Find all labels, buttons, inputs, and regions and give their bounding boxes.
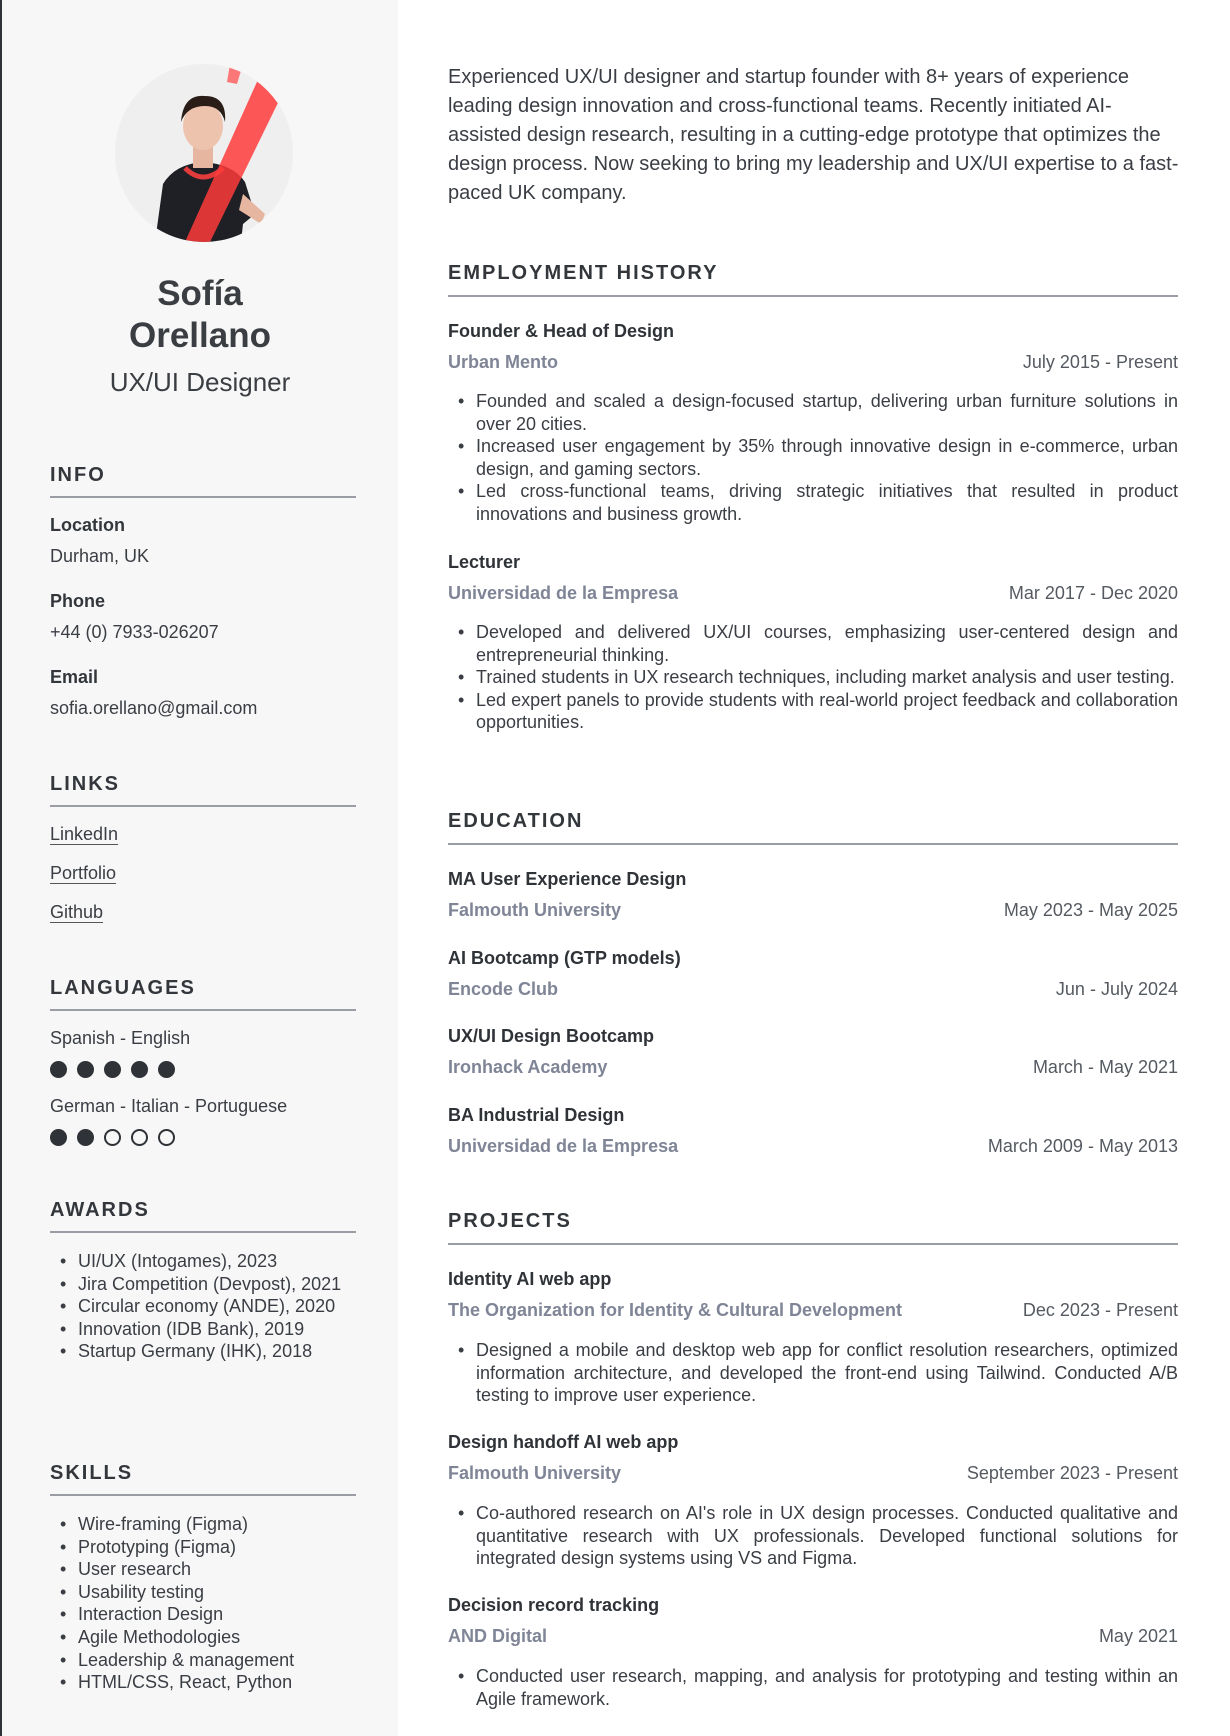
- list-item: • Led expert panels to provide students with real-world project feedback and collaboration opportunities.: [448, 689, 1178, 734]
- project-title: Identity AI web app: [448, 1269, 612, 1289]
- level-dot-empty: [131, 1129, 148, 1146]
- location-value: Durham, UK: [50, 546, 150, 566]
- degree-date: March 2009 - May 2013: [987, 1136, 1178, 1156]
- project-bullets: [448, 1665, 1178, 1710]
- email-label: Email: [50, 667, 99, 687]
- list-item: • Prototyping (Figma): [50, 1536, 370, 1559]
- list-item: • Leadership & management: [50, 1649, 370, 1672]
- level-dot-filled: [104, 1061, 121, 1078]
- degree-date: Jun - July 2024: [1055, 979, 1178, 999]
- project-date: May 2021: [1098, 1626, 1178, 1646]
- job-organization: Urban Mento: [448, 352, 558, 372]
- project-organization: Falmouth University: [448, 1463, 622, 1483]
- github-link[interactable]: Github: [50, 902, 104, 922]
- level-dot-filled: [50, 1129, 67, 1146]
- list-item: • Interaction Design: [50, 1603, 370, 1626]
- email-value[interactable]: sofia.orellano@gmail.com: [50, 698, 258, 718]
- level-dot-empty: [104, 1129, 121, 1146]
- job-bullets: [448, 621, 1178, 734]
- list-item: • Increased user engagement by 35% through innovative design in e-commerce, urban design, and gaming sectors.: [448, 435, 1178, 480]
- list-item: • Circular economy (ANDE), 2020: [50, 1295, 350, 1318]
- project-bullets: [448, 1339, 1178, 1407]
- list-item: • Agile Methodologies: [50, 1626, 370, 1649]
- list-item: • UI/UX (Intogames), 2023: [50, 1250, 350, 1273]
- profile-summary: Experienced UX/UI designer and startup founder with 8+ years of experience leading design innovation and cross-functional teams. Recently initiated AI-assisted design research, resulting in a cutting-edge prototype that optimizes the design process. Now seeking to bring my leadership and UX/UI expertise to a fast-paced UK company.: [448, 66, 1179, 204]
- language-level-dots: [50, 1129, 175, 1146]
- school-name: Falmouth University: [448, 900, 622, 920]
- list-item: • HTML/CSS, React, Python: [50, 1671, 370, 1694]
- project-bullets: [448, 1502, 1178, 1570]
- level-dot-filled: [77, 1129, 94, 1146]
- list-item: • Trained students in UX research techniques, including market analysis and user testing.: [448, 666, 1178, 689]
- level-dot-filled: [131, 1061, 148, 1078]
- level-dot-filled: [77, 1061, 94, 1078]
- list-item: • Usability testing: [50, 1581, 370, 1604]
- list-item: • Founded and scaled a design-focused startup, delivering urban furniture solutions in over 20 cities.: [448, 390, 1178, 435]
- education-heading: EDUCATION: [448, 810, 1178, 845]
- language-level-dots: [50, 1061, 175, 1078]
- job-organization: Universidad de la Empresa: [448, 583, 679, 603]
- level-dot-filled: [158, 1061, 175, 1078]
- list-item: • User research: [50, 1558, 370, 1581]
- degree-title: MA User Experience Design: [448, 869, 687, 889]
- phone-value: +44 (0) 7933-026207: [50, 622, 219, 642]
- school-name: Universidad de la Empresa: [448, 1136, 679, 1156]
- profile-photo: [115, 64, 293, 242]
- employment-heading: EMPLOYMENT HISTORY: [448, 262, 1178, 297]
- language-name: German - Italian - Portuguese: [50, 1096, 288, 1116]
- level-dot-filled: [50, 1061, 67, 1078]
- project-date: September 2023 - Present: [966, 1463, 1178, 1483]
- portfolio-link[interactable]: Portfolio: [50, 863, 117, 883]
- list-item: • Led cross-functional teams, driving strategic initiatives that resulted in product innovations and business growth.: [448, 480, 1178, 525]
- language-name: Spanish - English: [50, 1028, 191, 1048]
- links-heading: LINKS: [50, 773, 356, 807]
- degree-title: BA Industrial Design: [448, 1105, 625, 1125]
- list-item: • Jira Competition (Devpost), 2021: [50, 1273, 350, 1296]
- list-item: • Conducted user research, mapping, and analysis for prototyping and testing within an Agile framework.: [448, 1665, 1178, 1710]
- school-name: Ironhack Academy: [448, 1057, 608, 1077]
- sidebar: [2, 0, 398, 1736]
- project-title: Decision record tracking: [448, 1595, 660, 1615]
- job-title: Founder & Head of Design: [448, 321, 675, 341]
- skills-list: [50, 1513, 370, 1694]
- awards-list: [50, 1250, 350, 1363]
- list-item: • Designed a mobile and desktop web app for conflict resolution researchers, optimized information architecture, and developed the front-end using Tailwind. Conducted A/B testing to improve user experience.: [448, 1339, 1178, 1407]
- degree-date: March - May 2021: [1032, 1057, 1178, 1077]
- degree-title: AI Bootcamp (GTP models): [448, 948, 681, 968]
- list-item: • Co-authored research on AI's role in UX design processes. Conducted qualitative and quantitative research with UX professionals. Developed functional solutions for integrated design systems using VS and Figma.: [448, 1502, 1178, 1570]
- list-item: • Wire-framing (Figma): [50, 1513, 370, 1536]
- level-dot-empty: [158, 1129, 175, 1146]
- list-item: • Innovation (IDB Bank), 2019: [50, 1318, 350, 1341]
- degree-title: UX/UI Design Bootcamp: [448, 1026, 655, 1046]
- project-organization: The Organization for Identity & Cultural Development: [448, 1300, 903, 1320]
- job-title: Lecturer: [448, 552, 521, 572]
- project-organization: AND Digital: [448, 1626, 547, 1646]
- list-item: • Startup Germany (IHK), 2018: [50, 1340, 350, 1363]
- job-bullets: [448, 390, 1178, 526]
- school-name: Encode Club: [448, 979, 559, 999]
- awards-heading: AWARDS: [50, 1199, 356, 1233]
- info-heading: INFO: [50, 464, 356, 498]
- list-item: • Developed and delivered UX/UI courses, emphasizing user-centered design and entrepreneurial thinking.: [448, 621, 1178, 666]
- degree-date: May 2023 - May 2025: [1003, 900, 1178, 920]
- project-date: Dec 2023 - Present: [1022, 1300, 1178, 1320]
- phone-label: Phone: [50, 591, 106, 611]
- languages-heading: LANGUAGES: [50, 977, 356, 1011]
- candidate-name: Sofía Orellano: [129, 274, 271, 355]
- job-date: July 2015 - Present: [1022, 352, 1178, 372]
- job-date: Mar 2017 - Dec 2020: [1008, 583, 1178, 603]
- linkedin-link[interactable]: LinkedIn: [50, 824, 119, 844]
- projects-heading: PROJECTS: [448, 1210, 1178, 1245]
- candidate-role: UX/UI Designer: [109, 367, 291, 397]
- project-title: Design handoff AI web app: [448, 1432, 679, 1452]
- skills-heading: SKILLS: [50, 1462, 356, 1496]
- location-label: Location: [50, 515, 125, 535]
